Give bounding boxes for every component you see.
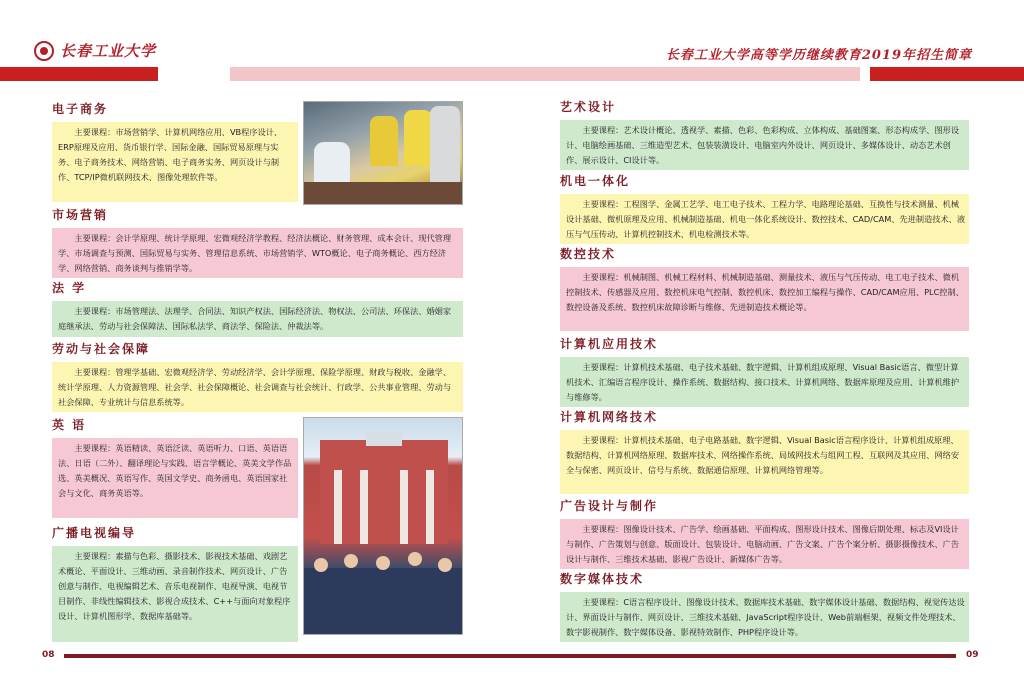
section-english: [52, 416, 298, 518]
section-title: 计算机应用技术: [560, 337, 659, 351]
section-mechatronics: [560, 172, 969, 244]
header-bar-right: [870, 67, 1024, 81]
section-body: 主要课程：工程图学、金属工艺学、电工电子技术、工程力学、电路理论基础、互换性与技术测量、机械设计基础、微机原理及应用、机械制造基础、机电一体化系统设计、数控技术、CAD/CAM、先进制造技术、液压与气压传动、计算机控制技术、机电检测技术等。: [560, 194, 969, 244]
section-law: [52, 279, 463, 337]
section-body: 主要课程：会计学原理、统计学原理、宏微观经济学教程、经济法概论、财务管理、成本会计、现代管理学、市场调查与预测、国际贸易与实务、管理信息系统、市场营销学、WTO概论、电子商务概论、西方经济学、网络营销、商务谈判与推销学等。: [52, 228, 463, 278]
section-body: 主要课程：图像设计技术、广告学、绘画基础、平面构成、图形设计技术、图像后期处理、标志及VI设计与制作、广告策划与创意、版面设计、包装设计、电脑动画、广告文案、广告个案分析、摄影摄像技术、广告设计与制作、三维技术基础、影视广告设计、新媒体广告等。: [560, 519, 969, 569]
section-title: 电子商务: [52, 102, 109, 116]
section-body: 主要课程：艺术设计概论、透视学、素描、色彩、色彩构成、立体构成、基础图案、形态构成学、图形设计、电脑绘画基础、三维造型艺术、包装装潢设计、电脑室内外设计、网页设计、多媒体设计、动态艺术创作、展示设计、CI设计等。: [560, 120, 969, 170]
section-broadcasting-directing: [52, 524, 298, 642]
section-title: 数字媒体技术: [560, 572, 645, 586]
section-title: 计算机网络技术: [560, 410, 659, 424]
footer-bar: [64, 654, 956, 658]
campus-graduation-photo: [303, 417, 463, 635]
university-logo: [34, 40, 156, 61]
section-title: 劳动与社会保障: [52, 342, 151, 356]
seal-icon: [34, 41, 54, 61]
section-computer-application: [560, 335, 969, 407]
section-title: 英 语: [52, 418, 87, 432]
section-advertising-design: [560, 497, 969, 569]
section-body: 主要课程：市场营销学、计算机网络应用、VB程序设计、ERP原理及应用、货币银行学、国际金融、国际贸易原理与实务、电子商务技术、网络营销、电子商务实务、网页设计与制作、TCP/IP微机联网技术、图像处理软件等。: [52, 122, 298, 202]
section-body: 主要课程：计算机技术基础、电子技术基础、数字逻辑、计算机组成原理、Visual Basic语言、微型计算机技术、汇编语言程序设计、操作系统、数据结构、接口技术、计算机网络、数据库原理及应用、计算机维护与维修等。: [560, 357, 969, 407]
section-title: 艺术设计: [560, 100, 617, 114]
section-digital-media: [560, 570, 969, 642]
section-body: 主要课程：市场管理法、法理学、合同法、知识产权法、国际经济法、物权法、公司法、环保法、婚姻家庭继承法、劳动与社会保障法、国际私法学、商法学、保险法、仲裁法等。: [52, 301, 463, 337]
students-lab-photo: [303, 101, 463, 205]
section-marketing: [52, 206, 463, 278]
section-body: 主要课程：英语精读、英语泛读、英语听力、口语、英语语法、日语（二外）、翻译理论与实践、语言学概论、英美文学作品选、英美概况、英语写作、英国文学史、商务函电、英语国家社会与文化、商务英语等。: [52, 438, 298, 518]
brochure-title: 长春工业大学高等学历继续教育2019年招生简章: [665, 48, 972, 63]
section-title: 法 学: [52, 281, 87, 295]
section-title: 广告设计与制作: [560, 499, 659, 513]
page-number-right: 09: [966, 650, 979, 660]
section-title: 数控技术: [560, 247, 617, 261]
section-numerical-control: [560, 245, 969, 331]
section-title: 市场营销: [52, 208, 109, 222]
section-body: 主要课程：素描与色彩、摄影技术、影视技术基础、戏剧艺术概论、平面设计、三维动画、录音制作技术、网页设计、广告创意与制作、电视编辑艺术、音乐电视制作、电视导演、电视节目制作、非线性编辑技术、影视合成技术、C++与面向对象程序设计、计算机图形学、数据库基础等。: [52, 546, 298, 642]
logo-text: 长春工业大学: [60, 42, 157, 60]
header-bar-left: [0, 67, 158, 81]
section-body: 主要课程：计算机技术基础、电子电路基础、数字逻辑、Visual Basic语言程序设计、计算机组成原理、数据结构、计算机网络原理、数据库技术、网络操作系统、局域网技术与组网工程、互联网及其应用、网络安全与保密、网页设计、信号与系统、数据通信原理、计算机网络管理等。: [560, 430, 969, 494]
section-body: 主要课程：管理学基础、宏微观经济学、劳动经济学、会计学原理、保险学原理、财政与税收、金融学、统计学原理、人力资源管理、社会学、社会保障概论、社会调查与社会统计、行政学、公共事业管理、劳动与社会保障、专业统计与信息系统等。: [52, 362, 463, 412]
section-title: 广播电视编导: [52, 526, 137, 540]
section-computer-network: [560, 408, 969, 494]
page-number-left: 08: [42, 650, 55, 660]
section-body: 主要课程：C语言程序设计、图像设计技术、数据库技术基础、数字媒体设计基础、数据结构、视觉传达设计、界面设计与制作、网页设计、三维技术基础、JavaScript程序设计、Web前端框架、视频文件处理技术、数字影视制作、数字媒体设备、影视特效制作、PHP程序设计等。: [560, 592, 969, 642]
section-body: 主要课程：机械制图、机械工程材料、机械制造基础、测量技术、液压与气压传动、电工电子技术、微机控制技术、传感器及应用、数控机床电气控制、数控机床、数控加工编程与操作、CAD/CAM应用、PLC控制、数控设备及系统、数控机床故障诊断与维修、先进制造技术概论等。: [560, 267, 969, 331]
section-art-design: [560, 98, 969, 170]
section-e-commerce: [52, 100, 298, 202]
section-title: 机电一体化: [560, 174, 631, 188]
section-labor-social-security: [52, 340, 463, 412]
header-bar-center: [230, 67, 860, 81]
